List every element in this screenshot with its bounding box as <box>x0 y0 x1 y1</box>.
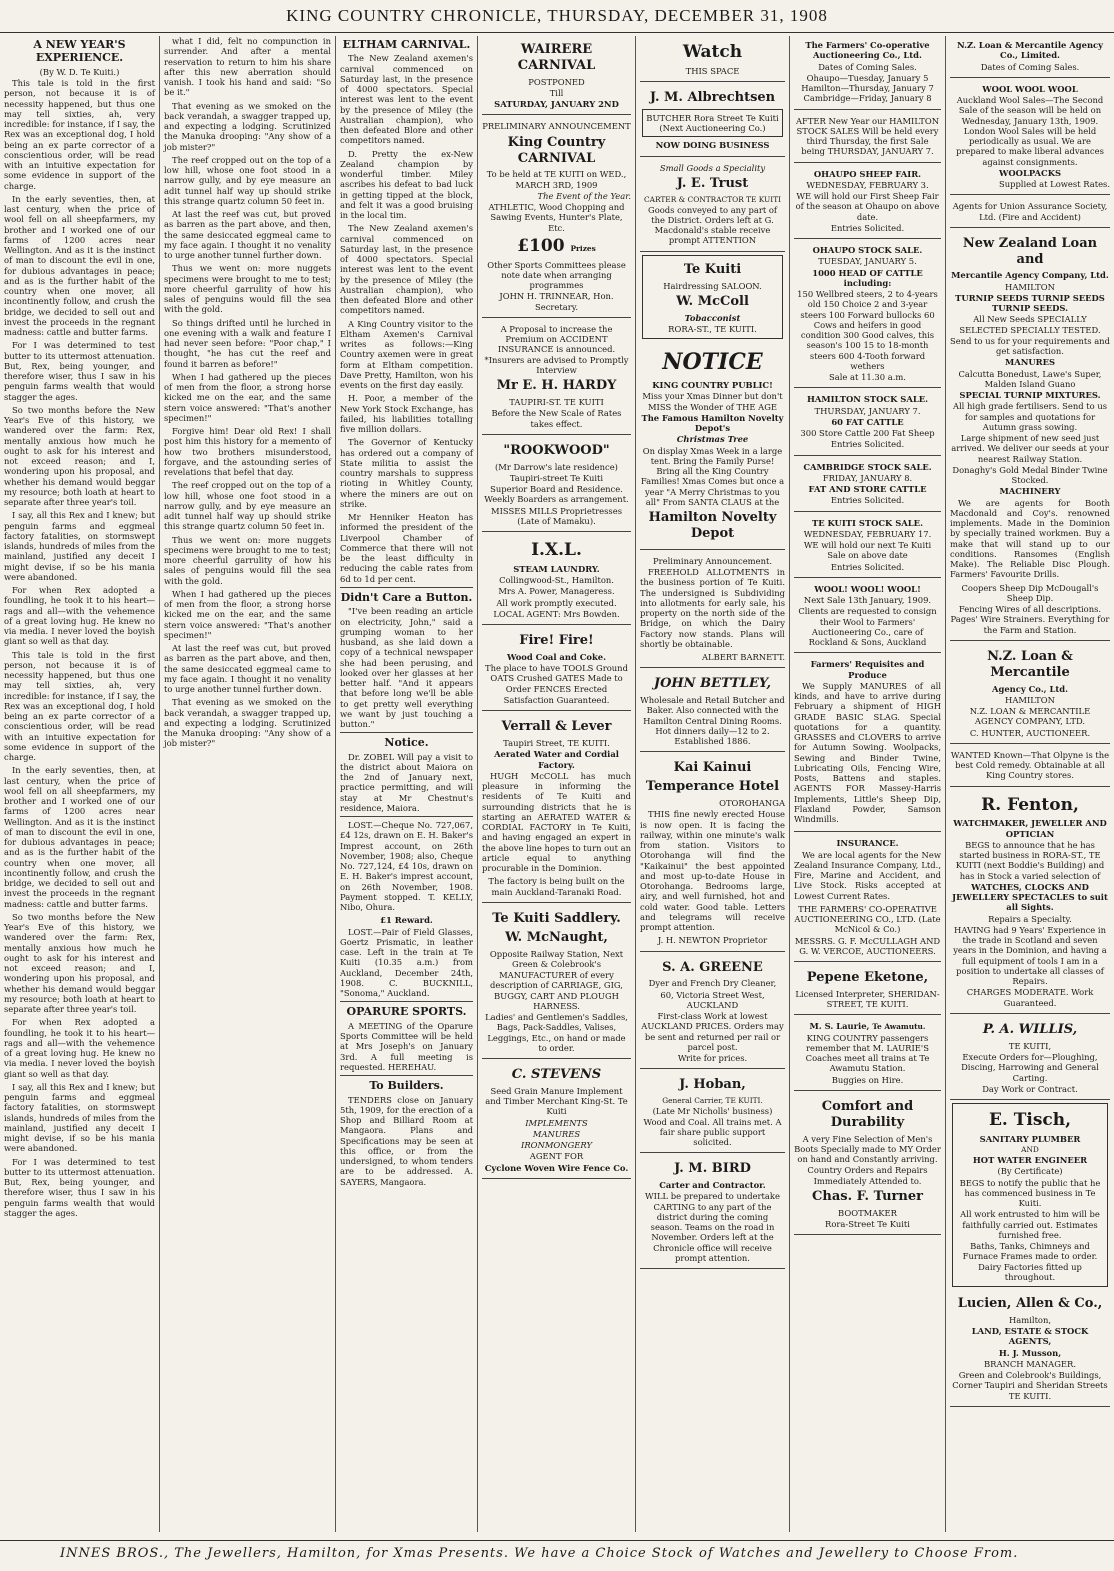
nzloan-3: N.Z. Loan & Mercantile <box>987 648 1073 680</box>
now-doing: NOW DOING BUSINESS <box>655 140 770 151</box>
fenton-text: BEGS to announce that he has started business in RORA-ST., TE KUITI (next Boddie's Building) and has in Stock a varied selection of <box>955 839 1105 881</box>
wool-sale: Next Sale 13th January, 1909. <box>803 595 932 605</box>
agents-union: Agents for Union Assurance Society, Ltd. (Fire and Accident) <box>952 201 1108 222</box>
xmas-body: On display Xmas Week in a large tent. Bring the Family Purse! Bring all the King Country Families! Xmas Comes but once a year "A Merry Christmas to you all" From SANTA CLAUS at the <box>640 445 785 507</box>
tekuiti-saloon-title: Te Kuiti <box>683 261 742 277</box>
news-paragraph: The Governor of Kentucky has ordered out a company of State militia to assist the country marshals to suppress rioting in Whitley County, where the miners are out on strike. <box>340 437 473 509</box>
notice-heading: NOTICE <box>662 349 763 376</box>
rookwood-address: Taupiri-street Te Kuiti <box>509 472 604 483</box>
requisites: Farmers' Requisites and Produce <box>810 659 925 680</box>
pepene-title: Pepene Eketone, <box>806 970 929 985</box>
paper-name: KING COUNTRY CHRONICLE, <box>286 6 543 25</box>
wool-text: Auckland Wool Sales—The Second Sale of the season will be held on Wednesday, January 13th, 1909. London Wool Sales will be held periodically as usual. We are prepared to make liberal advances against consignments. <box>956 95 1104 167</box>
entries: Entries Solicited. <box>830 561 905 572</box>
wairere-title: WAIRERE CARNIVAL <box>517 42 596 73</box>
woolpacks: WOOLPACKS <box>998 167 1062 178</box>
insurance-proposal: A Proposal to increase the Premium on ACCIDENT INSURANCE is announced. *Insurers are advised to Promptly Interview <box>484 323 629 375</box>
manures: MANURES <box>532 1128 581 1139</box>
builders-title: To Builders. <box>369 1079 444 1093</box>
bootmaker: BOOTMAKER <box>838 1207 897 1218</box>
wed-feb17: WEDNESDAY, FEBRUARY 17. <box>803 528 932 539</box>
story-paragraph: At last the reef was cut, but proved as barren as the part above, and then, the same desiccated eggmeal came to my face again. I thought it no venality to urge another tunnel further down. <box>164 209 331 260</box>
place-to-have: The place to have TOOLS Ground OATS Crushed GATES Made to Order FENCES Erected <box>485 663 628 694</box>
till: Till <box>549 87 564 98</box>
send: Send to us for your requirements and get satisfaction. <box>950 335 1110 357</box>
news-paragraph: A King Country visitor to the Eltham Axemen's Carnival writes as follows:—King Country axemen were in great form at Eltham competition. Dave Pretty, Hamilton, won his events on the first day easily. <box>340 318 473 391</box>
entries: Entries Solicited. <box>830 222 905 233</box>
wool-text: Clients are requested to consign their Wool to Farmers' Auctioneering Co., care of Rockland & Sons, Auckland <box>798 606 937 647</box>
otorohanga: OTOROHANGA <box>719 798 785 809</box>
comfort-text: A very Fine Selection of Men's Boots Specially made to MY Order on hand and Constantly arriving. <box>794 1133 941 1165</box>
all-new: All New Seeds SPECIALLY SELECTED SPECIALLY TESTED. <box>959 314 1101 335</box>
story-paragraph: For when Rex adopted a foundling, he took it to his heart—rags and all—with the vehemence of a great loving hug. He knew no via media. I never loved the boyish giant so well as that day. <box>4 585 155 647</box>
agent-for: AGENT FOR <box>529 1151 584 1162</box>
having: HAVING had 9 Years' Experience in the trade in Scotland and seven years in the Dominion, and having a full equipment of tools I am in a position to undertake all classes of Repairs. <box>953 924 1107 987</box>
wool-3: WOOL WOOL WOOL <box>982 83 1078 94</box>
cattle-1000: 1000 HEAD OF CATTLE including: <box>812 267 923 288</box>
story-paragraph: This tale is told in the first person, not because it is of necessity happened, but thus one may tell sixties, ah, very incredible: for instance, if I say, the Rex was an exceptional dog, I hold being an ex parte corrector of a conscientious order, will be read with an intuitive expectation for some evidence in support of the charge. <box>4 78 155 191</box>
greene-title: S. A. GREENE <box>662 959 763 975</box>
baths: Baths, Tanks, Chimneys and Furnace Frames made to order. Dairy Factories fitted up throughout. <box>962 1241 1098 1282</box>
story-paragraph: For I was determined to test butter to its uttermost attenuation. But, Rex, being younger, and therefore wiser, thus I saw in his penguin farms wealth that would stagger the ages. <box>4 340 155 402</box>
story-paragraph: what I did, felt no compunction in surrender. And after a mental reservation to return to him his share after this new aberration should vanish. I took his hand and said: "So be it." <box>164 36 331 98</box>
comfort-title: Comfort and Durability <box>821 1098 914 1130</box>
camb-stock: CAMBRIDGE STOCK SALE. <box>803 461 932 472</box>
story-paragraph: The reef cropped out on the top of a low hill, whose one foot stood in a narrow gully, and by eye measure an adit tunnel half way up should strike this strange quartz column 50 feet in. <box>164 480 331 532</box>
musson: H. J. Musson, <box>998 1347 1062 1358</box>
tisch-title: E. Tisch, <box>988 1110 1072 1131</box>
aerated-title: Aerated Water and Cordial Factory. <box>494 749 619 770</box>
story-paragraph: So two months before the New Year's Eve of this history, we wandered over the farm: Rex, mentally anxious how much he ought to ask for his interest and not exceed reason; and I, wondering upon his proposal, and whether his demand would beggar my resource; both loath at heart to separate after three year's toil. <box>4 911 155 1015</box>
newton: J. H. NEWTON Proprietor <box>657 935 768 946</box>
repairs: Repairs a Specialty. <box>988 913 1072 924</box>
column-5 <box>636 36 790 1532</box>
prizes-amount: £100 Prizes <box>517 235 596 256</box>
write-prices: Write for prices. <box>677 1053 748 1064</box>
wanted: WANTED Known—That Olpyne is the best Cold remedy. Obtainable at all King Country stores. <box>950 749 1110 781</box>
story-paragraph: For when Rex adopted a foundling, he took it to his heart—rags and all—with the vehemence of a great loving hug. He knew no via media. I never loved the boyish giant so well as that day. <box>4 1017 155 1079</box>
mcnaught-address: Opposite Railway Station, Next Green & Colebrook's <box>489 948 624 969</box>
sanitary: SANITARY PLUMBER <box>979 1133 1081 1144</box>
albrechtsen-title: J. M. Albrechtsen <box>649 89 776 105</box>
trust-goods: Goods conveyed to any part of the District. Orders left at G. Macdonald's stable receive prompt ATTENTION <box>648 204 777 246</box>
column-4 <box>478 36 636 1532</box>
reward-title: £1 Reward. <box>380 915 433 926</box>
bettley-title: JOHN BETTLEY, <box>653 676 772 692</box>
story-paragraph: At last the reef was cut, but proved as barren as the part above, and then, the same desiccated eggmeal came to my face again. I thought it no venality to urge another tunnel further down. <box>164 643 331 694</box>
story-paragraph: So two months before the New Year's Eve of this history, we wandered over the farm: Rex, mentally anxious how much he ought to ask for his interest and not exceed reason; and I, wondering upon his proposal, and whether his demand would beggar my resource; both loath at heart to separate after three year's toil. <box>4 404 155 508</box>
donaghy: Donaghy's Gold Medal Binder Twine Stocked. <box>952 464 1108 486</box>
saddles: Ladies' and Gentlemen's Saddles, Bags, Pack-Saddles, Valises, Leggings, Etc., on hand or made to order. <box>485 1012 628 1053</box>
column-7 <box>946 36 1114 1532</box>
small-goods: Small Goods a Speciality <box>659 162 766 173</box>
notice-title: Notice. <box>384 736 429 750</box>
kaikaui-title: Kai Kainui <box>673 760 752 776</box>
cert: (By Certificate) <box>997 1166 1063 1177</box>
greene-text: First-class Work at lowest AUCKLAND PRICES. Orders may be sent and returned per rail or parcel post. <box>641 1011 784 1052</box>
wed-feb: WEDNESDAY, FEBRUARY 3. <box>806 179 929 190</box>
butcher-box: BUTCHER Rora Street Te Kuiti (Next Auctioneering Co.) <box>642 109 783 138</box>
saddlery-title: Te Kuiti Saddlery. <box>492 910 621 926</box>
laurie-text: KING COUNTRY passengers remember that M. LAURIE'S Coaches meet all trains at Te Awamutu Station. <box>805 1032 930 1074</box>
bettley-sub: Wholesale and Retail Butcher and Baker. Also connected with the Hamilton Central Dining Rooms. Hot dinners daily—12 to 2. Established 1886. <box>640 695 785 747</box>
watches: WATCHES, CLOCKS AND JEWELLERY SPECTACLES to suit all Sights. <box>952 881 1108 913</box>
buggies: Buggies on Hire. <box>831 1074 904 1085</box>
builders-text: TENDERS close on January 5th, 1909, for the erection of a Shop and Billiard Room at Mangaora. Plans and Specifications may be seen at this office, or from the undersigned, to whom tenders are to be addressed. A. SAYERS, Mangaora. <box>340 1094 473 1187</box>
coopers: Coopers Sheep Dip McDougall's Sheep Dip. <box>961 582 1099 603</box>
trinnear: JOHN H. TRINNEAR, Hon. Secretary. <box>499 291 614 312</box>
wood-coal: Wood Coal and Coke. <box>506 651 607 662</box>
nzloan-3b: Agency Co., Ltd. <box>991 683 1069 694</box>
hoban-sub: General Carrier, TE KUITI. <box>662 1096 763 1106</box>
country-orders: Country Orders and Repairs Immediately Attended to. <box>807 1165 928 1186</box>
turner-title: Chas. F. Turner <box>812 1188 923 1204</box>
fri-jan: FRIDAY, JANUARY 8. <box>822 472 913 483</box>
prelim2: Preliminary Announcement. <box>653 555 772 566</box>
verrall-address: Taupiri Street, TE KUITI. <box>503 738 610 749</box>
dates-of-sales: Dates of Coming Sales. <box>818 61 917 72</box>
pepene-sub: Licensed Interpreter, SHERIDAN-STREET, TE KUITI. <box>795 988 940 1010</box>
hamilton-novelty: The Famous Hamilton Novelty Depot's <box>641 412 784 434</box>
news-paragraph: The New Zealand axemen's carnival commenced on Saturday last, in the presence of 4000 spectators. Special interest was lent to the event by the presence of Miley (the Australian champion), who then defeated Blore and other competitors named. <box>340 53 473 146</box>
and: AND <box>1021 1145 1039 1155</box>
hunter: C. HUNTER, AUCTIONEER. <box>969 727 1091 738</box>
hoban-title: J. Hoban, <box>679 1077 746 1093</box>
nzloan-agency: N.Z. LOAN & MERCANTILE AGENCY COMPANY, LTD. <box>969 706 1091 727</box>
ham-stock: HAMILTON STOCK SALE. <box>806 394 929 405</box>
button-title: Didn't Care a Button. <box>340 590 473 604</box>
ixl-title: I.X.L. <box>531 540 582 561</box>
auct: THE FARMERS' CO-OPERATIVE AUCTIONEERING CO., LTD. (Late McNicol & Co.) <box>794 903 941 935</box>
dates-of-sales: Dates of Coming Sales. <box>980 61 1080 72</box>
green: Green and Colebrook's Buildings, Corner Taupiri and Sheridan Streets TE KUITI. <box>952 1370 1108 1401</box>
temperance-title: Temperance Hotel <box>645 779 780 795</box>
trust-sub: CARTER & CONTRACTOR TE KUITI <box>643 194 782 204</box>
stevens-title: C. STEVENS <box>511 1067 602 1083</box>
story-paragraph: Thus we went on: more nuggets specimens were brought to me to test; more cheerful garrulity of how his sales of penguins would fill the sea with the gold. <box>164 534 331 586</box>
turner-address: Rora-Street Te Kuiti <box>825 1218 910 1229</box>
masthead-day-num: 31, <box>760 6 785 25</box>
ixl-prompt: All work promptly executed. <box>496 597 617 608</box>
bird-title: J. M. BIRD <box>674 1161 751 1177</box>
bird-sub: Carter and Contractor. <box>659 1180 766 1191</box>
cattle-text: 150 Wellbred steers, 2 to 4-years old 150 Choice 2 and 3-year steers 100 Forward bullocks 60 Cows and heifers in good condition 300 Good calves, this season's 100 15 to 18-month steers 600 4-Tooth forward wethers <box>797 289 938 371</box>
hoban-text: (Late Mr Nicholls' business) Wood and Coal. All trains met. A fair share public support solicited. <box>643 1106 782 1148</box>
masthead-day: THURSDAY, <box>547 6 650 25</box>
large: Large shipment of new seed just arrived. We deliver our seeds at your nearest Railway Station. <box>951 433 1109 464</box>
willis-text: Execute Orders for—Ploughing, Discing, Harrowing and General Carting. <box>961 1052 1099 1083</box>
story-paragraph: So things drifted until he lurched in one evening with a walk and feature I had never seen before: "Poor chap," I thought, "he has cut the reef and found it barren as before!" <box>164 317 331 369</box>
xmas-text: Miss your Xmas Dinner but don't MISS the Wonder of THE AGE <box>642 391 783 412</box>
story-paragraph: That evening as we smoked on the back verandah, a swagger trapped up, and expecting a lodging. Scrutinized the Manuka drooping: "Any show of a job mister?" <box>164 100 331 152</box>
footer-ad: INNES BROS., The Jewellers, Hamilton, for Xmas Presents. We have a Choice Stock of Watches and Jewellery to Choose From. <box>0 1540 1114 1570</box>
story-paragraph: In the early seventies, then, at last century, when the price of wool fell on all sheepfarmers, my brother and I worked one of our farms of 1200 acres near Wellington. And as it is the instinct of man to discount the evil in one, for dubious advantages in peace; and as is the further habit of the country when one mover, all incontinently follow, and crush the bridge, we decided to sell out and invest the proceeds in the regnant madness: cattle and butter farms. <box>4 193 155 338</box>
barnett: ALBERT BARNETT. <box>702 652 785 662</box>
fenton-sub: WATCHMAKER, JEWELLER AND OPTICIAN <box>953 818 1107 839</box>
tobacconist: Tobacconist <box>684 312 741 323</box>
sports-title: OPARURE SPORTS. <box>346 1005 467 1019</box>
prelim-announcement: PRELIMINARY ANNOUNCEMENT <box>482 121 631 132</box>
after-new-year: AFTER New Year our HAMILTON STOCK SALES Will be held every third Thursday, the first Sale being THURSDAY, JANUARY 7. <box>795 115 940 157</box>
fat-text: 300 Store Cattle 200 Fat Sheep <box>800 428 935 438</box>
tk-stock: TE KUITI STOCK SALE. <box>812 517 923 528</box>
greene-sub: Dyer and French Dry Cleaner, <box>648 978 777 989</box>
christmas-tree: Christmas Tree <box>676 434 749 445</box>
event-of-year: The Event of the Year. <box>537 190 631 201</box>
fenton-title: R. Fenton, <box>981 794 1079 815</box>
rookwood-sub: (Mr Darrow's late residence) <box>495 461 618 472</box>
satisfaction: Satisfaction Guaranteed. <box>503 694 610 705</box>
machinery: MACHINERY <box>999 486 1061 497</box>
ins-text: We are local agents for the New Zealand Insurance Company, Ltd., Fire, Marine and Accident, and Live Stock. Risks accepted at Lowest Current Rates. <box>794 849 941 901</box>
manures: MANURES <box>1004 357 1056 368</box>
tue-jan: TUESDAY, JANUARY 5. <box>818 256 917 267</box>
tisch-text: BEGS to notify the public that he has commenced business in Te Kuiti. <box>959 1177 1101 1209</box>
supplied: Supplied at Lowest Rates. <box>998 179 1110 189</box>
nz-loan-2: New Zealand Loan and <box>962 235 1098 267</box>
kc-held: To be held at TE KUITI on WED., MARCH 3RD, 1909 <box>486 169 627 190</box>
fire-title: Fire! Fire! <box>519 633 594 649</box>
ixl-manager: Mrs A. Power, Manageress. <box>498 586 615 597</box>
hot-water: HOT WATER ENGINEER <box>972 1155 1088 1166</box>
hotel-text: THIS fine newly erected House is now open. It is facing the railway, within one minute's walk from station. Visitors to Otorohanga will find the "Kaikainui" the best appointed and most up-to-date House in Otorohanga. Bedrooms large, airy, and well furnished, hot and cold water. Good table. Letters and telegrams will receive prompt attention. <box>640 809 785 933</box>
factory-note: The factory is being built on the main Auckland-Taranaki Road. <box>488 876 625 897</box>
mcnaught-name: W. McNaught, <box>505 929 608 945</box>
ohaupo-stock: OHAUPO STOCK SALE. <box>812 245 923 255</box>
lucien-title: Lucien, Allen & Co., <box>957 1296 1103 1312</box>
all-work: All work entrusted to him will be faithfully carried out. Estimates furnished free. <box>960 1209 1100 1240</box>
machinery-text: We are agents for Booth Macdonald and Coy's. renowned implements. Made in the Dominion by specially trained workmen. Buy a make that will stand up to our conditions. Ransomes (English Make). The Reliable Disc Plough. Farmers' Favourite Drills. <box>950 497 1110 580</box>
rookwood-title: "ROOKWOOD" <box>503 442 610 458</box>
lucien-ham: Hamilton, <box>1008 1314 1052 1325</box>
story-paragraph: When I had gathered up the pieces of men from the floor, a strong horse kicked me on the ear, and the same stern voice answered: "That's another specimen!" <box>164 371 331 423</box>
story-paragraph: Thus we went on: more nuggets specimens were brought to me to test; more cheerful garrulity of how his sales of penguins would fill the sea with the gold. <box>164 263 331 315</box>
athletic-events: ATHLETIC, Wood Chopping and Sawing Events, Hunter's Plate, Etc. <box>488 202 625 233</box>
we-will: WE will hold our First Sheep Fair of the season at Ohaupo on above date. <box>795 191 940 222</box>
cyclone: Cyclone Woven Wire Fence Co. <box>484 1162 629 1173</box>
story-title: A NEW YEAR'S EXPERIENCE. <box>33 38 126 65</box>
story-paragraph: I say, all this Rex and I knew; but penguin farms and eggmeal factory fatalities, on stormswept islands, hundreds of miles from the mainland, justified any deceit I might devise, if so be his mania were abandoned. <box>4 510 155 582</box>
story-paragraph: The reef cropped out on the top of a low hill, whose one foot stood in a narrow gully, and by eye measure an adit tunnel half way up should strike this strange quartz column 50 feet in. <box>164 154 331 206</box>
dates-text: Ohaupo—Tuesday, January 5 Hamilton—Thursday, January 7 Cambridge—Friday, January 8 <box>801 72 934 104</box>
rora-st: RORA-ST., TE KUITI. <box>668 323 757 334</box>
hardy-note: Before the New Scale of Rates takes effect. <box>491 408 622 429</box>
lost-glasses-ad: LOST.—Pair of Field Glasses, Goertz Prismatic, in leather case. Left in the train at Te Kuiti (10.35 a.m.) from Auckland, December 24th, 1908. C. BUCKNILL, "Sonoma," Auckland. <box>340 926 473 999</box>
masthead-year: 1908 <box>789 6 828 25</box>
tk-hold: WE will hold our next Te Kuiti Sale on above date <box>803 540 932 561</box>
day-work: Day Work or Contract. <box>982 1083 1078 1094</box>
news-paragraph: H. Poor, a member of the New York Stock Exchange, has failed, his liabilities totalling five million dollars. <box>340 393 473 435</box>
willis-sub: TE KUITI, <box>1008 1040 1052 1051</box>
masthead <box>0 6 1114 33</box>
story-paragraph: Forgive him! Dear old Rex! I shall post him this history for a memento of how two brothers misunderstood, forgave, and the astounding series of revelations that befel that day. <box>164 426 331 477</box>
nzloan-title: N.Z. Loan & Mercantile Agency Co., Limited. <box>956 40 1104 61</box>
column-1 <box>0 36 160 1532</box>
rookwood-mills: MISSES MILLS Proprietresses (Late of Mamaku). <box>491 505 622 526</box>
kc-public: KING COUNTRY PUBLIC! <box>652 380 773 391</box>
eltham-title: ELTHAM CARNIVAL. <box>342 38 471 51</box>
masthead-month: DECEMBER <box>654 6 756 25</box>
story-paragraph: In the early seventies, then, at last century, when the price of wool fell on all sheepfarmers, my brother and I worked one of our farms of 1200 acres near Wellington. And as it is the instinct of man to discount the evil in one, for dubious advantages in peace; and as is the further habit of the country when one mover, all incontinently follow, and crush the bridge, we decided to sell out and invest the proceeds in the regnant madness: cattle and butter farms. <box>4 765 155 909</box>
mccoll-name: W. McColl <box>676 293 749 309</box>
insurance: INSURANCE. <box>836 838 899 849</box>
implements: IMPLEMENTS <box>525 1117 588 1128</box>
manures-text: Calcutta Bonedust, Lawe's Super, Malden Island Guano <box>958 368 1102 389</box>
entries: Entries Solicited. <box>830 439 905 450</box>
sale-at: Sale at 11.30 a.m. <box>829 372 906 382</box>
story-paragraph: I say, all this Rex and I knew; but penguin farms and eggmeal factory fatalities, on stormswept islands, hundreds of miles from the mainland, justified any deceit I might devise, if so be his mania were abandoned. <box>4 1081 155 1154</box>
this-space: THIS SPACE <box>685 65 740 76</box>
hamilton: HAMILTON <box>1005 281 1055 292</box>
column-3 <box>336 36 478 1532</box>
laurie-title: M. S. Laurie, Te Awamutu. <box>809 1021 926 1032</box>
willis-title: P. A. WILLIS, <box>982 1021 1078 1037</box>
notice-text: Dr. ZOBEL Will pay a visit to the district about Maiora on the 2nd of January next, practice permitting, and will stay at Mr Chestnut's residence, Maiora. <box>340 751 473 813</box>
news-paragraph: The New Zealand axemen's carnival commenced on Saturday last, in the presence of 4000 spectators. Special interest was lent to the event by the presence of Miley (the Australian champion), who then defeated Blore and other competitors named. <box>340 223 473 316</box>
wairere-date: SATURDAY, JANUARY 2ND <box>494 99 619 110</box>
news-paragraph: D. Pretty the ex-New Zealand champion by wonderful timber. Miley ascribes his defeat to bad luck in getting tipped at the block, and felt it was a good bruising in the local tim. <box>340 148 473 221</box>
ixl-local: LOCAL AGENT: Mrs Bowden. <box>493 608 620 619</box>
fat-60: 60 FAT CATTLE <box>831 416 904 427</box>
hamilton-2: HAMILTON <box>1005 694 1055 705</box>
story-byline: (By W. D. Te Kuiti.) <box>39 66 120 77</box>
kc-carnival: King Country CARNIVAL <box>507 134 606 166</box>
turnip: TURNIP SEEDS TURNIP SEEDS TURNIP SEEDS. <box>955 292 1105 314</box>
sports-text: A MEETING of the Oparure Sports Committee will be held at Mrs Joseph's on January 3rd. A full meeting is requested. HEREHAU. <box>340 1020 473 1072</box>
hamilton-depot: Hamilton Novelty Depot <box>648 510 777 541</box>
story-paragraph: For I was determined to test butter to its uttermost attenuation. But, Rex, being younger, and therefore wiser, thus I saw in his penguin farms wealth that would stagger the ages. <box>4 1156 155 1218</box>
special-text: All high grade fertilisers. Send to us for samples and quotations for Autumn grass sowing. <box>952 401 1108 432</box>
freehold-text: FREEHOLD ALLOTMENTS in the business portion of Te Kuiti. The undersigned is Subdividing into allotments for early sale, his property on the north side of the Bridge, on which the Dairy Factory now stands. Plans will shortly be obtainable. <box>640 567 785 649</box>
manufacturer: MANUFACTURER of every description of CARRIAGE, GIG, BUGGY, CART AND PLOUGH HARNESS. <box>490 970 623 1011</box>
mercantile: Mercantile Agency Company, Ltd. <box>951 270 1109 281</box>
column-6 <box>790 36 946 1532</box>
ixl-sub: STEAM LAUNDRY. <box>513 563 600 574</box>
other-sports: Other Sports Committees please note date when arranging programmes <box>487 259 626 291</box>
stevens-sub: Seed Grain Manure Implement and Timber Merchant King-St. Te Kuiti <box>485 1085 628 1117</box>
ohaupo-fair: OHAUPO SHEEP FAIR. <box>813 168 922 179</box>
button-story: "I've been reading an article on electricity, John," said a grumping woman to her husband, as she laid down a copy of a technical newspaper she had been perusing, and looked over her glasses at her better half. "And it appears that before long we'll be able to get pretty well everything we want by just touching a button." <box>340 606 473 730</box>
wool: WOOL! WOOL! WOOL! <box>814 583 921 594</box>
rookwood-board: Superior Board and Residence. Weekly Boarders as arrangement. <box>484 484 629 505</box>
bird-text: WILL be prepared to undertake CARTING to any part of the district during the coming season. Teams on the road in November. Orders left at the Chronicle office will receive prompt attention. <box>645 1191 780 1263</box>
trust-title: J. E. Trust <box>676 175 749 191</box>
story-paragraph: That evening as we smoked on the back verandah, a swagger trapped up, and expecting a lodging. Scrutinized the Manuka drooping: "Any show of a job mister?" <box>164 697 331 749</box>
hardy-address: TAUPIRI-ST. TE KUITI <box>509 397 604 408</box>
postponed: POSTPONED <box>528 76 585 87</box>
news-paragraph: Mr Henniker Heaton has informed the president of the Liverpool Chamber of Commerce that there will not be the least difficulty in reducing the cable rates from 6d to 1d per cent. <box>340 512 473 584</box>
hardy-name: Mr E. H. HARDY <box>496 378 617 394</box>
greene-address: 60, Victoria Street West, AUCKLAND <box>660 989 765 1010</box>
farmers-title: The Farmers' Co-operative Auctioneering Co., Ltd. <box>805 40 930 61</box>
ixl-address: Collingwood-St., Hamilton. <box>499 575 614 586</box>
fencing: Fencing Wires of all descriptions. Pages' Wire Strainers. Everything for the Farm and Station. <box>950 604 1110 635</box>
column-2 <box>160 36 336 1532</box>
mccoll-text: HUGH McCOLL has much pleasure in informing the residents of Te Kuiti and surrounding districts that he is starting an AERATED WATER & CORDIAL FACTORY in Te Kuiti, and having engaged an expert in the above line hopes to turn out an article equal to anything procurable in the Dominion. <box>482 770 631 874</box>
ironmongery: IRONMONGERY <box>521 1140 592 1151</box>
messrs: MESSRS. G. F. McCULLAGH AND G. W. VERCOE, AUCTIONEERS. <box>794 935 941 956</box>
thu-jan: THURSDAY, JANUARY 7. <box>814 405 921 416</box>
verrall-title: Verrall & Lever <box>501 719 612 735</box>
land-agents: LAND, ESTATE & STOCK AGENTS, <box>971 1326 1089 1347</box>
lost-cheque-ad: LOST.—Cheque No. 727,067, £4 12s, drawn on E. H. Baker's Imprest account, on 26th November, 1908; also, Cheque No. 727,124, £4 10s, drawn on E. H. Baker's imprest account, on 26th November, 1908. Payment stopped. T. KELLY, Nibo, Ohura. <box>340 820 473 913</box>
entries: Entries Solicited. <box>830 495 905 506</box>
hairdressing: Hairdressing SALOON. <box>663 280 762 291</box>
story-paragraph: This tale is told in the first person, not because it is of necessity happened, but thus one may tell sixties, ah, very incredible: for instance, if I say, the Rex was an exceptional dog, I hold being an ex parte corrector of a conscientious order, will be read with an intuitive expectation for some evidence in support of the charge. <box>4 649 155 763</box>
charges: CHARGES MODERATE. Work Guaranteed. <box>966 987 1094 1008</box>
story-paragraph: When I had gathered up the pieces of men from the floor, a strong horse kicked me on the ear, and the same stern voice answered: "That's another specimen!" <box>164 588 331 640</box>
watch-title: Watch <box>682 42 743 62</box>
special: SPECIAL TURNIP MIXTURES. <box>959 390 1101 401</box>
branch: BRANCH MANAGER. <box>984 1358 1076 1369</box>
req-text: We Supply MANURES of all kinds, and have to arrive during February a shipment of HIGH GRADE BASIC SLAG. Special quotations for a quantity. GRASSES and CLOVERS to arrive for Autumn Sowing. Woolpacks, Sewing and Binder Twine, Lubricating Oils, Fencing Wire, Posts, Battens and staples. AGENTS FOR Massey-Harris Implements, Little's Sheep Dip, Flaxland Powder, Samson Windmills. <box>794 680 941 824</box>
fat-store: FAT AND STORE CATTLE <box>808 484 927 494</box>
